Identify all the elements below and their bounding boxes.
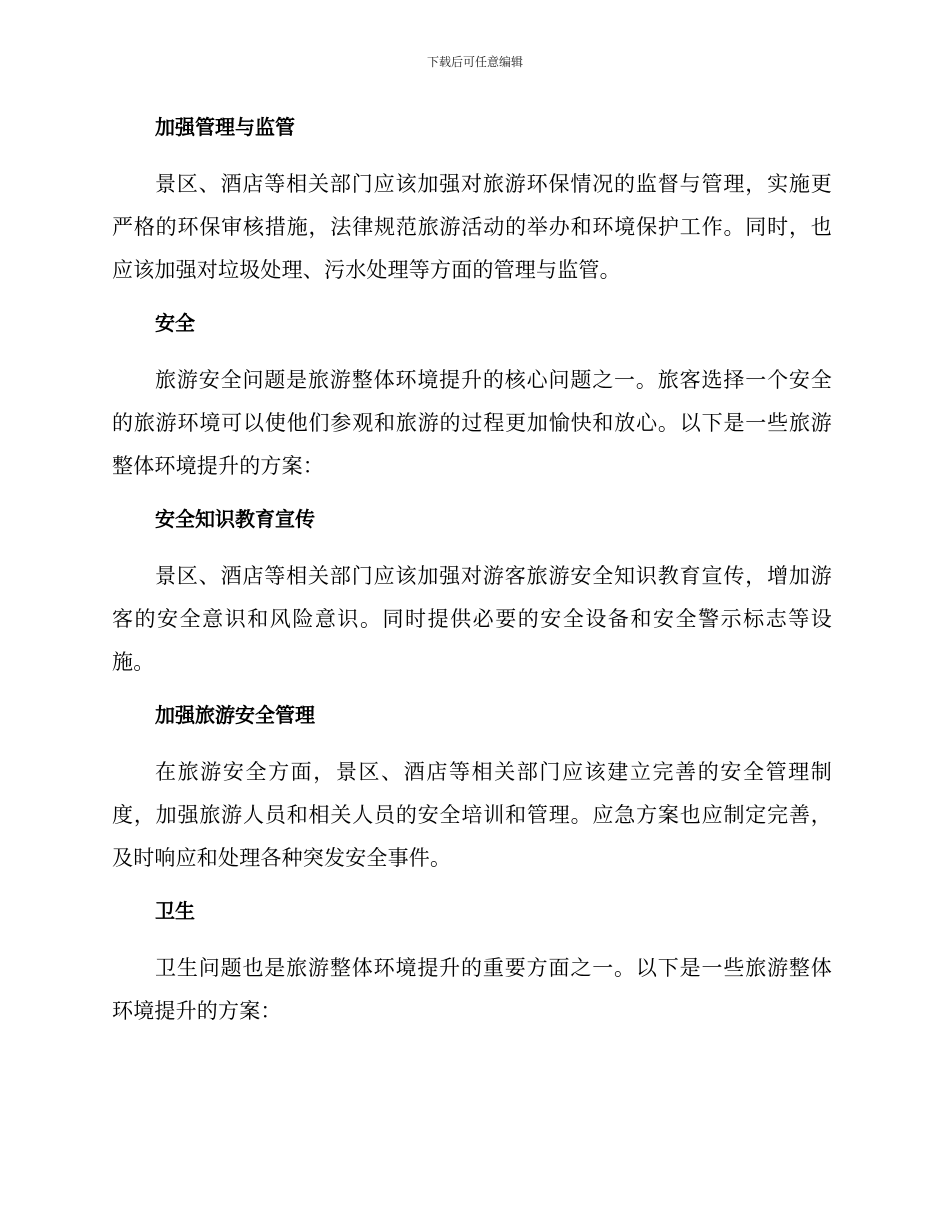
section-heading-safety-management: 加强旅游安全管理 — [155, 703, 315, 727]
section-heading-hygiene: 卫生 — [155, 899, 195, 923]
section-paragraph-safety-education: 景区、酒店等相关部门应该加强对游客旅游安全知识教育宣传，增加游客的安全意识和风险意识。同时提供必要的安全设备和安全警示标志等设施。 — [112, 564, 832, 674]
section-heading-safety-education: 安全知识教育宣传 — [155, 507, 315, 531]
section-paragraph-safety: 旅游安全问题是旅游整体环境提升的核心问题之一。旅客选择一个安全的旅游环境可以使他们参观和旅游的过程更加愉快和放心。以下是一些旅游整体环境提升的方案： — [112, 368, 832, 478]
section-paragraph-hygiene: 卫生问题也是旅游整体环境提升的重要方面之一。以下是一些旅游整体环境提升的方案： — [112, 956, 832, 1023]
document-body — [112, 108, 832, 1033]
page-header: 下载后可任意编辑 — [426, 55, 523, 69]
section-paragraph-safety-management: 在旅游安全方面，景区、酒店等相关部门应该建立完善的安全管理制度，加强旅游人员和相关人员的安全培训和管理。应急方案也应制定完善，及时响应和处理各种突发安全事件。 — [112, 760, 832, 870]
section-heading-safety: 安全 — [155, 311, 195, 335]
section-heading-management: 加强管理与监管 — [155, 115, 295, 139]
section-paragraph-management: 景区、酒店等相关部门应该加强对旅游环保情况的监督与管理，实施更严格的环保审核措施，法律规范旅游活动的举办和环境保护工作。同时，也应该加强对垃圾处理、污水处理等方面的管理与监管。 — [112, 172, 832, 282]
